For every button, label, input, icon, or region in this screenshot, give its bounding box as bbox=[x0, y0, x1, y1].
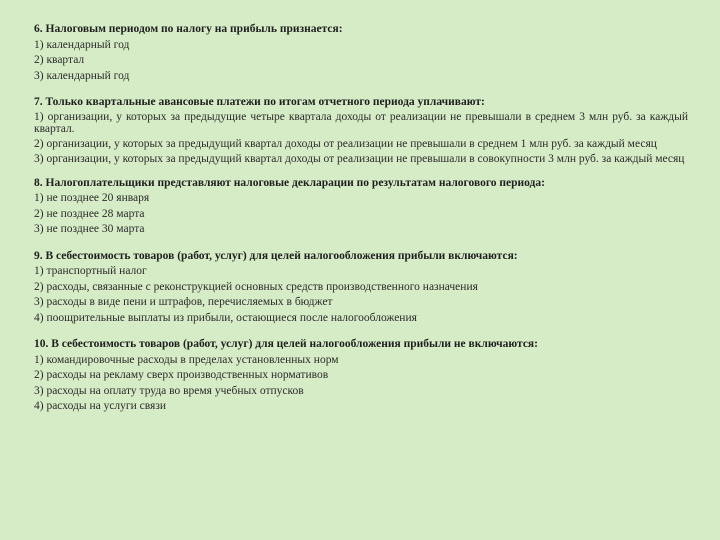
answer-option: 4) поощрительные выплаты из прибыли, остающиеся после налогообложения bbox=[34, 311, 417, 324]
question-6 bbox=[34, 22, 688, 84]
answer-option: 2) квартал bbox=[34, 54, 85, 66]
question-title: 8. Налогоплательщики представляют налоговые декларации по результатам налогового периода: bbox=[34, 176, 545, 189]
answer-option: 1) не позднее 20 января bbox=[34, 192, 150, 204]
answer-option: 4) расходы на услуги связи bbox=[34, 400, 167, 412]
question-8 bbox=[34, 176, 688, 238]
answer-option: 2) не позднее 28 марта bbox=[34, 207, 145, 220]
answer-option: 3) расходы на оплату труда во время учебных отпусков bbox=[34, 384, 304, 397]
document-body bbox=[34, 22, 688, 426]
answer-option: 1) транспортный налог bbox=[34, 265, 147, 277]
question-9 bbox=[34, 249, 688, 327]
answer-option: 3) расходы в виде пени и штрафов, перечисляемых в бюджет bbox=[34, 296, 333, 308]
answer-option: 2) расходы, связанные с реконструкцией основных средств производственного назначения bbox=[34, 280, 478, 293]
answer-option: 1) календарный год bbox=[34, 38, 130, 51]
answer-option: 3) календарный год bbox=[34, 69, 130, 82]
answer-option: 2) организации, у которых за предыдущий квартал доходы от реализации не превышали в среднем 1 млн руб. за каждый месяц bbox=[34, 137, 657, 150]
question-title: 6. Налоговым периодом по налогу на прибыль признается: bbox=[34, 23, 343, 35]
question-7 bbox=[34, 95, 688, 165]
question-title: 7. Только квартальные авансовые платежи по итогам отчетного периода уплачивают: bbox=[34, 96, 485, 108]
answer-option: 1) организации, у которых за предыдущие четыре квартала доходы от реализации не превышали в среднем 3 млн руб. за каждый квартал. bbox=[34, 110, 688, 135]
answer-option: 3) организации, у которых за предыдущий квартал доходы от реализации не превышали в совокупности 3 млн руб. за каждый месяц bbox=[34, 152, 685, 165]
answer-option: 2) расходы на рекламу сверх производственных нормативов bbox=[34, 369, 329, 381]
answer-option: 3) не позднее 30 марта bbox=[34, 223, 145, 235]
answer-option: 1) командировочные расходы в пределах установленных норм bbox=[34, 353, 339, 366]
question-title: 10. В себестоимость товаров (работ, услуг) для целей налогообложения прибыли не включаются: bbox=[34, 338, 538, 350]
question-10 bbox=[34, 337, 688, 415]
question-title: 9. В себестоимость товаров (работ, услуг) для целей налогообложения прибыли включаются: bbox=[34, 249, 518, 262]
